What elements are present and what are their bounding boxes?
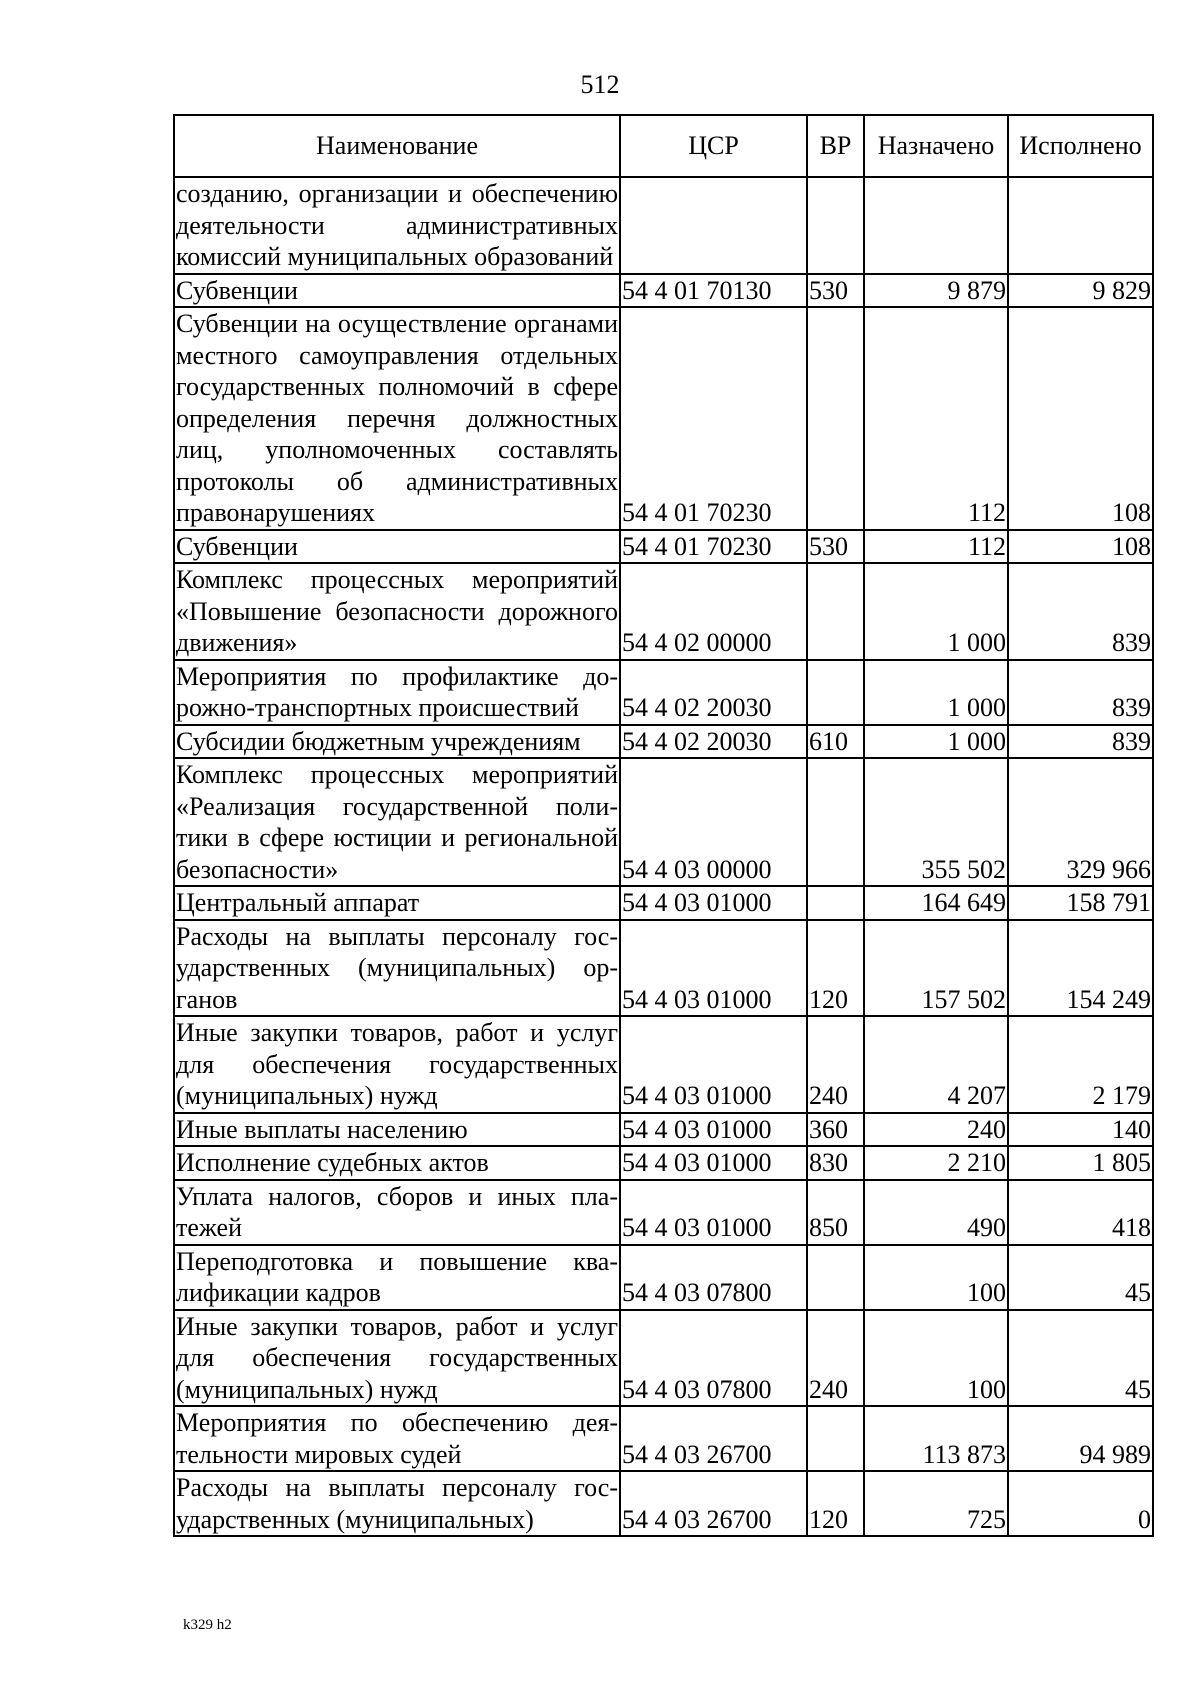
cell-csr: 54 4 03 01000	[620, 886, 807, 920]
cell-executed: 1 805	[1008, 1146, 1153, 1180]
cell-assigned: 1 000	[864, 660, 1008, 725]
header-vr: ВР	[807, 115, 864, 177]
cell-csr: 54 4 03 01000	[620, 1146, 807, 1180]
header-assigned: Назначено	[864, 115, 1008, 177]
cell-vr	[807, 660, 864, 725]
cell-assigned: 112	[864, 530, 1008, 564]
page-number: 512	[580, 70, 620, 99]
table-row	[174, 307, 1153, 530]
cell-csr: 54 4 03 26700	[620, 1406, 807, 1471]
cell-vr: 610	[807, 725, 864, 759]
table-row	[174, 660, 1153, 725]
cell-executed: 94 989	[1008, 1406, 1153, 1471]
cell-vr: 120	[807, 920, 864, 1017]
cell-assigned: 1 000	[864, 563, 1008, 660]
table-row	[174, 758, 1153, 886]
cell-name: Субвенции	[174, 274, 620, 308]
cell-name: Иные закупки товаров, работ и услуг для обеспечения государственных (муниципальных) нужд	[174, 1016, 620, 1113]
header-executed: Исполнено	[1008, 115, 1153, 177]
header-name: Наименование	[174, 115, 620, 177]
table-row	[174, 886, 1153, 920]
table-header-row	[174, 115, 1153, 177]
table-row	[174, 920, 1153, 1017]
budget-execution-table	[173, 114, 1154, 1537]
cell-name: Мероприятия по профилактике дорожно-транспортных происшествий	[174, 660, 620, 725]
cell-vr: 530	[807, 530, 864, 564]
header-csr: ЦСР	[620, 115, 807, 177]
cell-vr	[807, 177, 864, 274]
cell-executed: 140	[1008, 1113, 1153, 1147]
cell-name: Центральный аппарат	[174, 886, 620, 920]
cell-assigned: 157 502	[864, 920, 1008, 1017]
cell-assigned: 164 649	[864, 886, 1008, 920]
cell-csr: 54 4 02 00000	[620, 563, 807, 660]
cell-csr: 54 4 03 01000	[620, 1113, 807, 1147]
cell-assigned: 2 210	[864, 1146, 1008, 1180]
cell-executed	[1008, 177, 1153, 274]
table-row	[174, 1406, 1153, 1471]
cell-name: Субвенции на осуществление органами местного самоуправления отдельных государственных полномочий в сфере определения перечня должностных лиц, уполномоченных составлять протоколы об административных правонарушениях	[174, 307, 620, 530]
cell-vr	[807, 307, 864, 530]
cell-name: Комплекс процессных мероприятий «Реализация государственной политики в сфере юстиции и региональной безопасности»	[174, 758, 620, 886]
table-row	[174, 177, 1153, 274]
cell-name: Субвенции	[174, 530, 620, 564]
table-row	[174, 1180, 1153, 1245]
cell-name: Расходы на выплаты персоналу государственных (муниципальных)	[174, 1471, 620, 1536]
cell-name: Комплекс процессных мероприятий «Повышение безопасности дорожного движения»	[174, 563, 620, 660]
cell-executed: 839	[1008, 660, 1153, 725]
cell-name: созданию, организации и обеспечению деятельности административных комиссий муниципальных образований	[174, 177, 620, 274]
cell-assigned: 112	[864, 307, 1008, 530]
cell-name: Иные выплаты населению	[174, 1113, 620, 1147]
cell-vr	[807, 886, 864, 920]
table-row	[174, 1245, 1153, 1310]
cell-assigned: 9 879	[864, 274, 1008, 308]
cell-executed: 108	[1008, 530, 1153, 564]
cell-executed: 2 179	[1008, 1016, 1153, 1113]
cell-csr: 54 4 03 01000	[620, 1016, 807, 1113]
table-row	[174, 274, 1153, 308]
cell-vr: 530	[807, 274, 864, 308]
cell-executed: 329 966	[1008, 758, 1153, 886]
cell-csr: 54 4 03 07800	[620, 1245, 807, 1310]
cell-assigned: 490	[864, 1180, 1008, 1245]
cell-csr: 54 4 01 70130	[620, 274, 807, 308]
table-row	[174, 1113, 1153, 1147]
cell-name: Уплата налогов, сборов и иных платежей	[174, 1180, 620, 1245]
cell-executed: 0	[1008, 1471, 1153, 1536]
cell-vr: 240	[807, 1016, 864, 1113]
table-row	[174, 1471, 1153, 1536]
cell-vr	[807, 1245, 864, 1310]
cell-name: Иные закупки товаров, работ и услуг для обеспечения государственных (муниципальных) нужд	[174, 1310, 620, 1407]
cell-executed: 418	[1008, 1180, 1153, 1245]
cell-name: Мероприятия по обеспечению деятельности мировых судей	[174, 1406, 620, 1471]
table-row	[174, 1016, 1153, 1113]
cell-vr	[807, 1406, 864, 1471]
cell-assigned: 240	[864, 1113, 1008, 1147]
cell-csr: 54 4 01 70230	[620, 530, 807, 564]
cell-vr	[807, 563, 864, 660]
cell-csr: 54 4 02 20030	[620, 660, 807, 725]
cell-vr: 120	[807, 1471, 864, 1536]
cell-vr: 830	[807, 1146, 864, 1180]
cell-csr: 54 4 03 07800	[620, 1310, 807, 1407]
cell-assigned: 725	[864, 1471, 1008, 1536]
footer-code: k329 h2	[183, 1617, 232, 1633]
cell-name: Переподготовка и повышение квалификации кадров	[174, 1245, 620, 1310]
cell-vr: 360	[807, 1113, 864, 1147]
cell-assigned: 1 000	[864, 725, 1008, 759]
cell-executed: 45	[1008, 1245, 1153, 1310]
cell-csr: 54 4 03 00000	[620, 758, 807, 886]
cell-csr: 54 4 03 01000	[620, 920, 807, 1017]
cell-csr: 54 4 03 01000	[620, 1180, 807, 1245]
cell-name: Субсидии бюджетным учреждениям	[174, 725, 620, 759]
cell-csr	[620, 177, 807, 274]
cell-assigned: 4 207	[864, 1016, 1008, 1113]
table-row	[174, 725, 1153, 759]
table-body	[174, 177, 1153, 1536]
cell-executed: 45	[1008, 1310, 1153, 1407]
table-row	[174, 1146, 1153, 1180]
cell-executed: 154 249	[1008, 920, 1153, 1017]
table-row	[174, 563, 1153, 660]
cell-executed: 108	[1008, 307, 1153, 530]
cell-executed: 9 829	[1008, 274, 1153, 308]
cell-vr: 240	[807, 1310, 864, 1407]
table-row	[174, 1310, 1153, 1407]
cell-executed: 158 791	[1008, 886, 1153, 920]
cell-name: Расходы на выплаты персоналу государственных (муниципальных) органов	[174, 920, 620, 1017]
cell-csr: 54 4 03 26700	[620, 1471, 807, 1536]
cell-name: Исполнение судебных актов	[174, 1146, 620, 1180]
cell-assigned: 355 502	[864, 758, 1008, 886]
cell-assigned: 100	[864, 1310, 1008, 1407]
cell-csr: 54 4 01 70230	[620, 307, 807, 530]
cell-executed: 839	[1008, 725, 1153, 759]
cell-assigned: 113 873	[864, 1406, 1008, 1471]
cell-vr	[807, 758, 864, 886]
table-row	[174, 530, 1153, 564]
cell-assigned	[864, 177, 1008, 274]
cell-assigned: 100	[864, 1245, 1008, 1310]
cell-vr: 850	[807, 1180, 864, 1245]
cell-executed: 839	[1008, 563, 1153, 660]
cell-csr: 54 4 02 20030	[620, 725, 807, 759]
